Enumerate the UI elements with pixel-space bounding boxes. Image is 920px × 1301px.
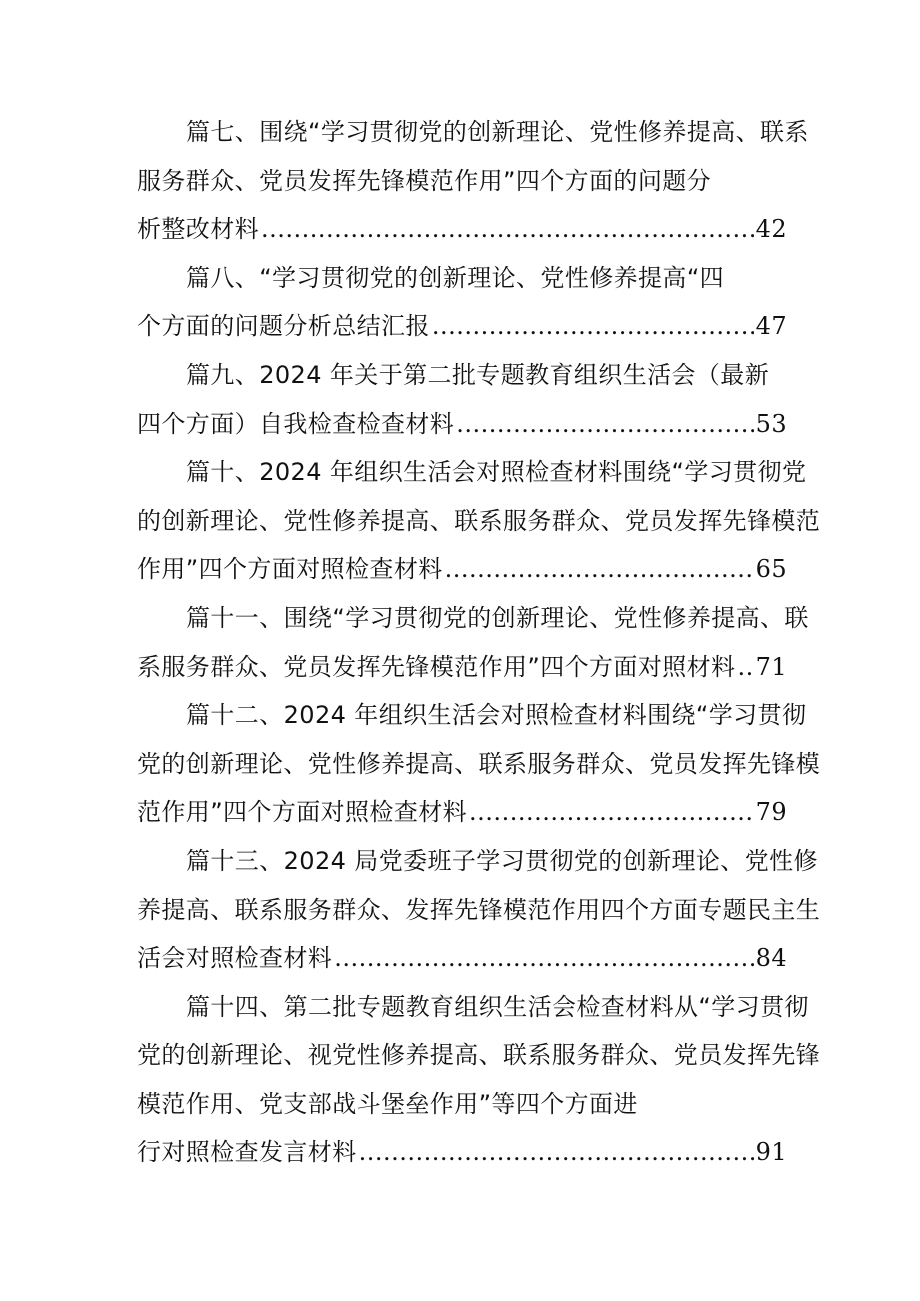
toc-entry-text: 四个方面）自我检查检查材料 <box>137 409 455 438</box>
toc-entry-text: 模范作用、党支部战斗堡垒作用”等四个方面进 <box>137 1089 638 1118</box>
toc-entry-last-line <box>137 545 787 594</box>
page-number: 53 <box>755 409 787 438</box>
toc-entry-13[interactable] <box>137 837 821 983</box>
toc-entry-text: 篇七、围绕“学习贯彻党的创新理论、党性修养提高、联系 <box>186 118 809 146</box>
toc-entry-text: 活会对照检查材料 <box>137 944 333 973</box>
toc-entry-last-line <box>137 643 787 692</box>
toc-entry-11[interactable] <box>137 594 809 691</box>
page-number: 42 <box>755 215 787 244</box>
toc-entry-text: 篇九、2024 年关于第二批专题教育组织生活会（最新 <box>186 360 770 389</box>
toc-entry-7[interactable] <box>137 108 809 254</box>
toc-entry-last-line <box>137 302 787 351</box>
dot-leader <box>261 205 754 254</box>
toc-entry-text: 篇十四、第二批专题教育组织生活会检查材料从“学习贯彻 <box>186 992 809 1021</box>
dot-leader <box>456 400 753 449</box>
toc-entry-text: 作用”四个方面对照检查材料 <box>137 555 443 584</box>
toc-entry-last-line <box>137 400 787 449</box>
toc-entry-text: 范作用”四个方面对照检查材料 <box>137 798 468 827</box>
toc-entry-8[interactable] <box>137 254 787 351</box>
dot-leader <box>445 545 754 594</box>
toc-entry-text: 的创新理论、党性修养提高、联系服务群众、党员发挥先锋模范 <box>137 506 821 535</box>
toc-entry-text: 篇八、“学习贯彻党的创新理论、党性修养提高“四 <box>186 263 725 292</box>
toc-entry-last-line <box>137 934 787 983</box>
toc-entry-text: 篇十三、2024 局党委班子学习贯彻党的创新理论、党性修 <box>186 846 818 875</box>
toc-entry-text: 析整改材料 <box>137 215 259 244</box>
dot-leader <box>359 1128 754 1177</box>
toc-entry-text: 党的创新理论、视党性修养提高、联系服务群众、党员发挥先锋 <box>137 1041 821 1070</box>
toc-entry-text: 党的创新理论、党性修养提高、联系服务群众、党员发挥先锋模 <box>137 749 821 778</box>
toc-entry-last-line <box>137 205 787 254</box>
toc-entry-12[interactable] <box>137 691 821 837</box>
toc-entry-text: 养提高、联系服务群众、发挥先锋模范作用四个方面专题民主生 <box>137 895 821 924</box>
page-number: 84 <box>755 944 787 973</box>
toc-entry-text: 篇十一、围绕“学习贯彻党的创新理论、党性修养提高、联 <box>186 603 809 632</box>
toc-entry-14[interactable] <box>137 983 821 1177</box>
toc-entry-text: 篇十二、2024 年组织生活会对照检查材料围绕“学习贯彻 <box>186 701 807 730</box>
page-number: 65 <box>755 555 787 584</box>
toc-entry-text: 篇十、2024 年组织生活会对照检查材料围绕“学习贯彻党 <box>186 458 807 487</box>
page-number: 71 <box>755 652 787 681</box>
toc-entry-text: 个方面的问题分析总结汇报 <box>137 312 430 341</box>
toc-entry-text: 服务群众、党员发挥先锋模范作用”四个方面的问题分 <box>137 166 712 195</box>
dot-leader <box>432 302 754 351</box>
dot-leader <box>334 934 753 983</box>
table-of-contents <box>137 108 821 1177</box>
toc-entry-text: 行对照检查发言材料 <box>137 1138 357 1167</box>
toc-entry-text: 系服务群众、党员发挥先锋模范作用”四个方面对照材料 <box>137 652 736 681</box>
dot-leader <box>737 643 753 692</box>
page-number: 47 <box>755 312 787 341</box>
toc-entry-last-line <box>137 788 787 837</box>
toc-entry-9[interactable] <box>137 351 787 448</box>
page-number: 79 <box>755 798 787 827</box>
toc-entry-10[interactable] <box>137 448 821 594</box>
dot-leader <box>469 788 754 837</box>
toc-entry-last-line <box>137 1128 787 1177</box>
page-number: 91 <box>755 1138 787 1167</box>
